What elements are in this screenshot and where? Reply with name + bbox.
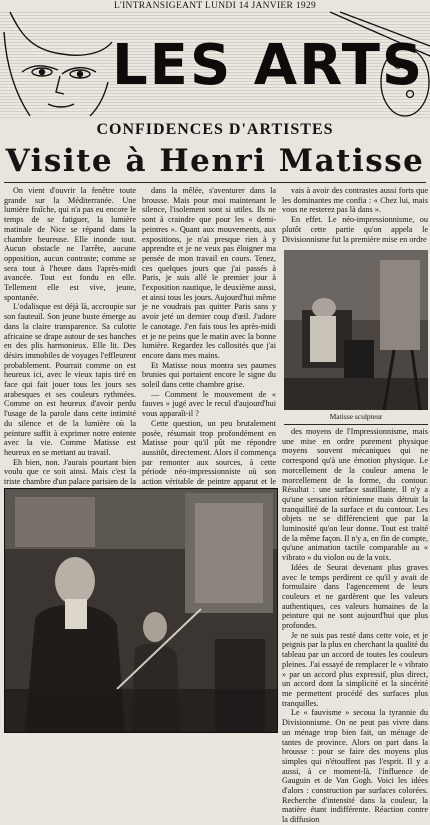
paragraph: Cette question, un peu brutalement posée, résumait trop profondément en Matisse pour qu'il pût me répondre aussitôt, directement. Alors il commença par remonter aux sources, à cette période néo-impressionniste où son action véritable de peintre apparut et le <box>142 418 276 487</box>
column-3-top <box>282 186 428 246</box>
paragraph: Eh bien, non. J'aurais pourtant bien voulu que ce soit ainsi. Mais c'est la triste chambre d'un palace parisien de la <box>4 457 136 487</box>
sculptor-photo-image <box>284 250 428 410</box>
divider <box>4 182 426 183</box>
divider <box>284 424 428 425</box>
studio-photo-image <box>5 489 277 732</box>
photo-matisse-studio <box>4 488 278 733</box>
section-title: LES ARTS <box>112 33 425 98</box>
column-1 <box>4 186 136 487</box>
article-title: Visite à Henri Matisse <box>5 143 425 179</box>
masthead: L'INTRANSIGEANT LUNDI 14 JANVIER 1929 <box>113 1 317 11</box>
banner <box>0 12 430 118</box>
photo-caption: Matisse sculpteur <box>329 412 383 421</box>
paragraph: Et Matisse nous montra ses paumes brunies qui portaient encore le signe du soleil dans cette chambre grise. <box>142 360 276 390</box>
paragraph: L'odalisque est déjà là, accroupie sur son fauteuil. Son jeune buste émerge au dans la claire transparence. Sa culotte africaine se drape autour de ses hanches en des plis harmonieux. Elle lit. Des désirs immobiles de voyages l'effleurent probablement. Pourrait comme on est heureux ici, avec le vieux tapis tiré en face qui fait jouer tous les jours ses arabesques et ses couleurs rythmées. Comme on est heureux d'avoir perdu l'usage de la parole dans cette intimité du silence et de la lumière où la peinture suffit à exprimer notre entente avec la vie. Comme Matisse est heureux en se mettant au travail. <box>4 302 136 457</box>
paragraph: vais à avoir des contrastes aussi forts que les dominantes me confia : « Chez lui, mais vous ne resterez pas là dans ». <box>282 186 428 215</box>
face-illustration <box>4 12 112 116</box>
paragraph: Le « fauvisme » secoua la tyrannie du Divisionnisme. On ne peut pas vivre dans un ménage trop bien fait, un ménage de tantes de province. Alors on part dans la brousse : pour se faire des moyens plus simples qui n'étouffent pas l'esprit. Il y a aussi, à ce moment-là, l'influence de Gauguin et de Van Gogh. Voici les idées d'alors : construction par surfaces colorées. Recherche d'intensité dans la couleur, la matière étant indifférente. Réaction contre la diffusion <box>282 708 428 825</box>
photo-matisse-sculptor <box>284 250 428 410</box>
paragraph: Idées de Seurat devenant plus graves avec le temps perdirent ce qu'il y avait de formulaire dans l'agencement de leurs couleurs et ne gardèrent que les valeurs authentiques, ces valeurs humaines de la peinture qui ne sont aujourd'hui que plus profondes. <box>282 562 428 631</box>
column-3-bottom <box>282 427 428 825</box>
paragraph: — Comment le mouvement de « fauves » jugé avec le recul d'aujourd'hui vous apparaît-il ? <box>142 389 276 419</box>
column-2 <box>142 186 276 487</box>
paragraph: des moyens de l'Impressionnisme, mais une mise en ordre purement physique moyens souvent mécaniques qui ne correspond qu'à une émotion physique. Le morcellement de la couleur amena le morcellement de la forme, du contour. Résultat : une surface sautillante. Il n'y a qu'une sensation rétinienne mais détruit la tranquillité de la surface et du contour. Les objets ne se différencient que par la luminosité qu'on leur donne. Tout est traité de la même façon. Il n'y a, en fin de compte, qu'une animation tactile comparable au « vibrato » du violon ou de la voix. <box>282 427 428 563</box>
paragraph: dans la mêlée, s'aventurer dans la brousse. Mais pour moi maintenant le silence, l'isolement sont si utiles. Ils ne sont à craindre que pour les « demi-peintres ». Quant aux mouvements, aux expositions, je n'ai presque rien à y apprendre et je ne veux pas éloigner ma pensée de mon travail en cours. Tenez, ces quelques jours que j'ai passés à Paris, je suis allé le premier jour à l'exposition nautique, le deuxième aussi, et ainsi tous les jours. Aujourd'hui même je ne voudrais pas quitter Paris sans y avoir jeté un dernier coup d'œil. J'adore le canotage. J'en fais tous les après-midi et je ne peins que le matin avec la bonne lumière. Regardez les callosités que j'ai encore dans mes mains. <box>142 186 276 360</box>
paragraph: Je ne suis pas resté dans cette voie, et je peignis par la plus en cherchant la qualité du tableau par un accord de toutes les couleurs pleines. J'ai essayé de remplacer le « vibrato » par un accord plus expressif, plus direct, un accord dont la simplicité et la sincérité me permettent procédé des surfaces plus tranquilles. <box>282 630 428 708</box>
paragraph: En effet. Le néo-impressionnisme, ou plutôt cette partie qu'on appela le Divisionnisme fut la première mise en ordre <box>282 215 428 244</box>
article-kicker: CONFIDENCES D'ARTISTES <box>96 121 334 138</box>
paragraph: On vient d'ouvrir la fenêtre toute grande sur la Méditerranée. Une lumière fraîche, qui n'a pas eu encore le temps de se fatiguer, la lumière matinale de Nice se répand dans la chambre heureuse. Elle inonde tout. Aucun obstacle ne l'arrête, aucune opposition, aucun contraste; comme se sera tout à l'heure dans l'après-midi avancée. Tout est fondu en elle. Tellement elle est vive, jeune, spontanée. <box>4 186 136 302</box>
